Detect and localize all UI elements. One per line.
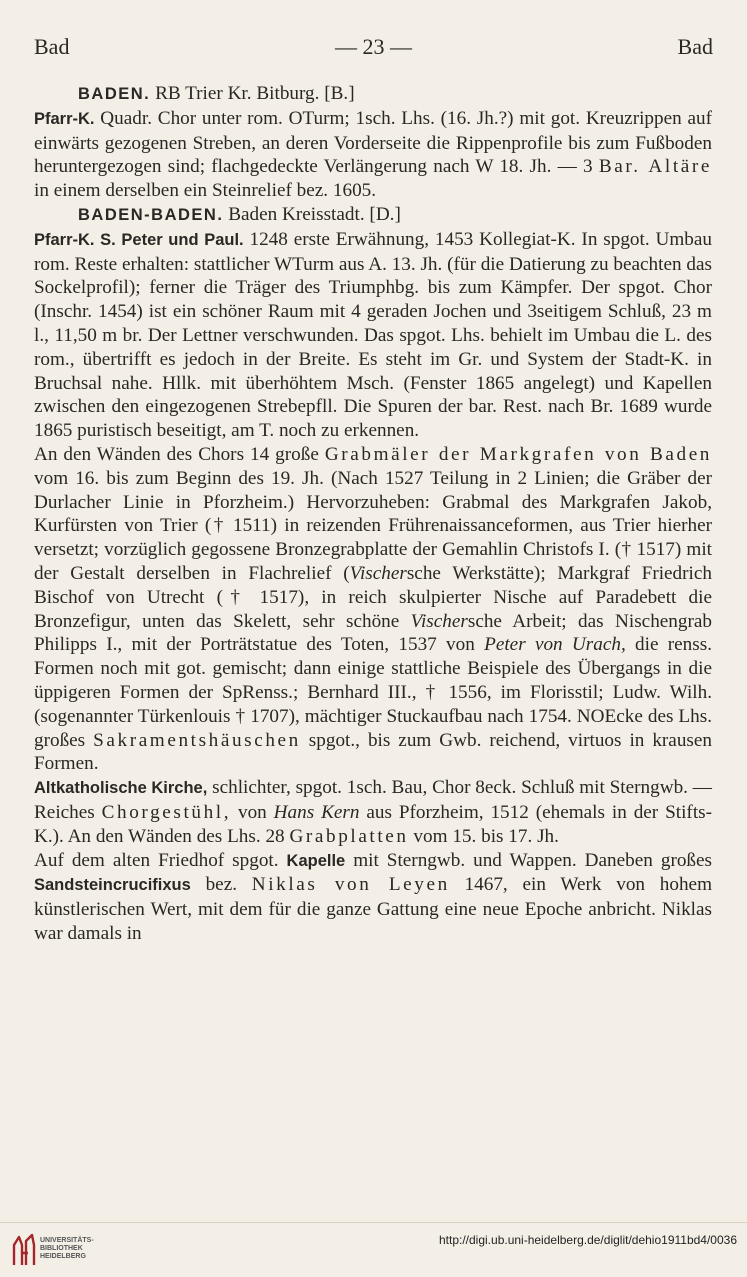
entry-baden: BADEN. RB Trier Kr. Bitburg. [B.] [78,83,355,104]
header-right: Bad [677,34,713,59]
entry-peter-paul: Pfarr-K. S. Peter und Paul. 1248 erste Erwähnung, 1453 Kollegiat-K. In spgot. Umbau rom. Reste erhalten: stattlicher WTurm aus A. 13. Jh. (für die Datierung zu beachten das Sockelprofil); ferner die Träger des Triumphbg. bis zum Kämpfer. Der spgot. Chor (Inschr. 1454) ist ein schöner Raum mit 4 geraden Jochen und 3seitigem Schluß, 23 m l., 11,50 m br. Der Lettner verschwunden. Das spgot. Lhs. behielt im Umbau die L. des rom., übertrifft es jedoch in der Breite. Es steht im Gr. und System der Stadt-K. in Bruchsal nahe. Hllk. mit überhöhtem Msch. (Fenster 1865 angelegt) und Kapellen zwischen den eingezogenen Strebepfll. Die Spuren der bar. Rest. nach Br. 1689 wurde 1865 puristisch beseitigt, am T. noch zu erkennen. [34,228,712,442]
source-url-link[interactable]: http://digi.ub.uni-heidelberg.de/diglit/dehio1911bd4/0036 [438,1233,737,1247]
header-left: Bad [34,34,70,59]
entry-label: Pfarr-K. S. Peter und Paul. [34,230,244,249]
page-header [34,34,713,64]
entry-title: BADEN-BADEN. [78,205,224,224]
entry-title: BADEN. [78,85,151,103]
page-footer [0,1222,747,1277]
entry-altkatholische-kirche: Altkatholische Kirche, schlichter, spgot. 1sch. Bau, Chor 8eck. Schluß mit Sterngwb. — Reiches Chorgestühl, von Hans Kern aus Pforzheim, 1512 (ehemals in der Stifts-K.). An den Wänden des Lhs. 28 Grabplatten vom 15. bis 17. Jh. [34,777,713,847]
library-logo-icon [10,1233,38,1267]
paragraph-friedhof: Auf dem alten Friedhof spgot. Kapelle mit Sterngwb. und Wappen. Daneben großes Sandsteincrucifixus bez. Niklas von Leyen 1467, ein Werk von hohem künstlerischen Wert, mit dem für die ganze Gattung eine neue Epoche anbricht. Niklas war damals in [34,849,713,944]
library-logo-text: UNIVERSITÄTS- BIBLIOTHEK HEIDELBERG [40,1237,94,1260]
entry-label: Altkatholische Kirche, [34,779,208,798]
entry-label: Pfarr-K. [34,109,95,128]
page-number: — 23 — [335,34,412,59]
page-body [34,82,712,946]
paragraph-grabmaeler: An den Wänden des Chors 14 große Grabmäler der Markgrafen von Baden vom 16. bis zum Beginn des 19. Jh. (Nach 1527 Teilung in 2 Linien; die Gräber der Durlacher Linie in Pforzheim.) Hervorzuheben: Grabmal des Markgrafen Jakob, Kurfürsten von Trier († 1511) in reizenden Frührenaissanceformen, aus Trier hierher versetzt; vorzüglich gegossene Bronzegrabplatte der Gemahlin Christofs I. († 1517) mit der Gestalt derselben in Flachrelief (Vischersche Werkstätte); Markgraf Friedrich Bischof von Utrecht († 1517), in reich skulpierter Nische auf Paradebett die Bronzefigur, unten das Skelett, sehr schöne Vischersche Arbeit; das Nischengrab Philipps I., mit der Porträtstatue des Toten, 1537 von Peter von Urach, die renss. Formen noch mit got. gemischt; dann einige stattliche Beispiele des Übergangs in die üppigeren Formen der SpRenss.; Bernhard III., † 1556, im Florisstil; Ludw. Wilh. (sogenannter Türkenlouis † 1707), mächtiger Stuckaufbau nach 1754. NOEcke des Lhs. großes Sakramentshäuschen spgot., bis zum Gwb. reichend, virtuos in krausen Formen. [34,443,713,775]
entry-pfarr-k: Pfarr-K. Quadr. Chor unter rom. OTurm; 1sch. Lhs. (16. Jh.?) mit got. Kreuzrippen auf einwärts gezogenen Streben, an deren Vorderseite die Rippenprofile bis zum Fußboden heruntergezogen sind; flachgedeckte Verlängerung nach W 18. Jh. — 3 Bar. Altäre in einem derselben ein Steinrelief bez. 1605. [34,107,712,202]
entry-baden-baden: BADEN-BADEN. Baden Kreisstadt. [D.] [78,203,401,225]
